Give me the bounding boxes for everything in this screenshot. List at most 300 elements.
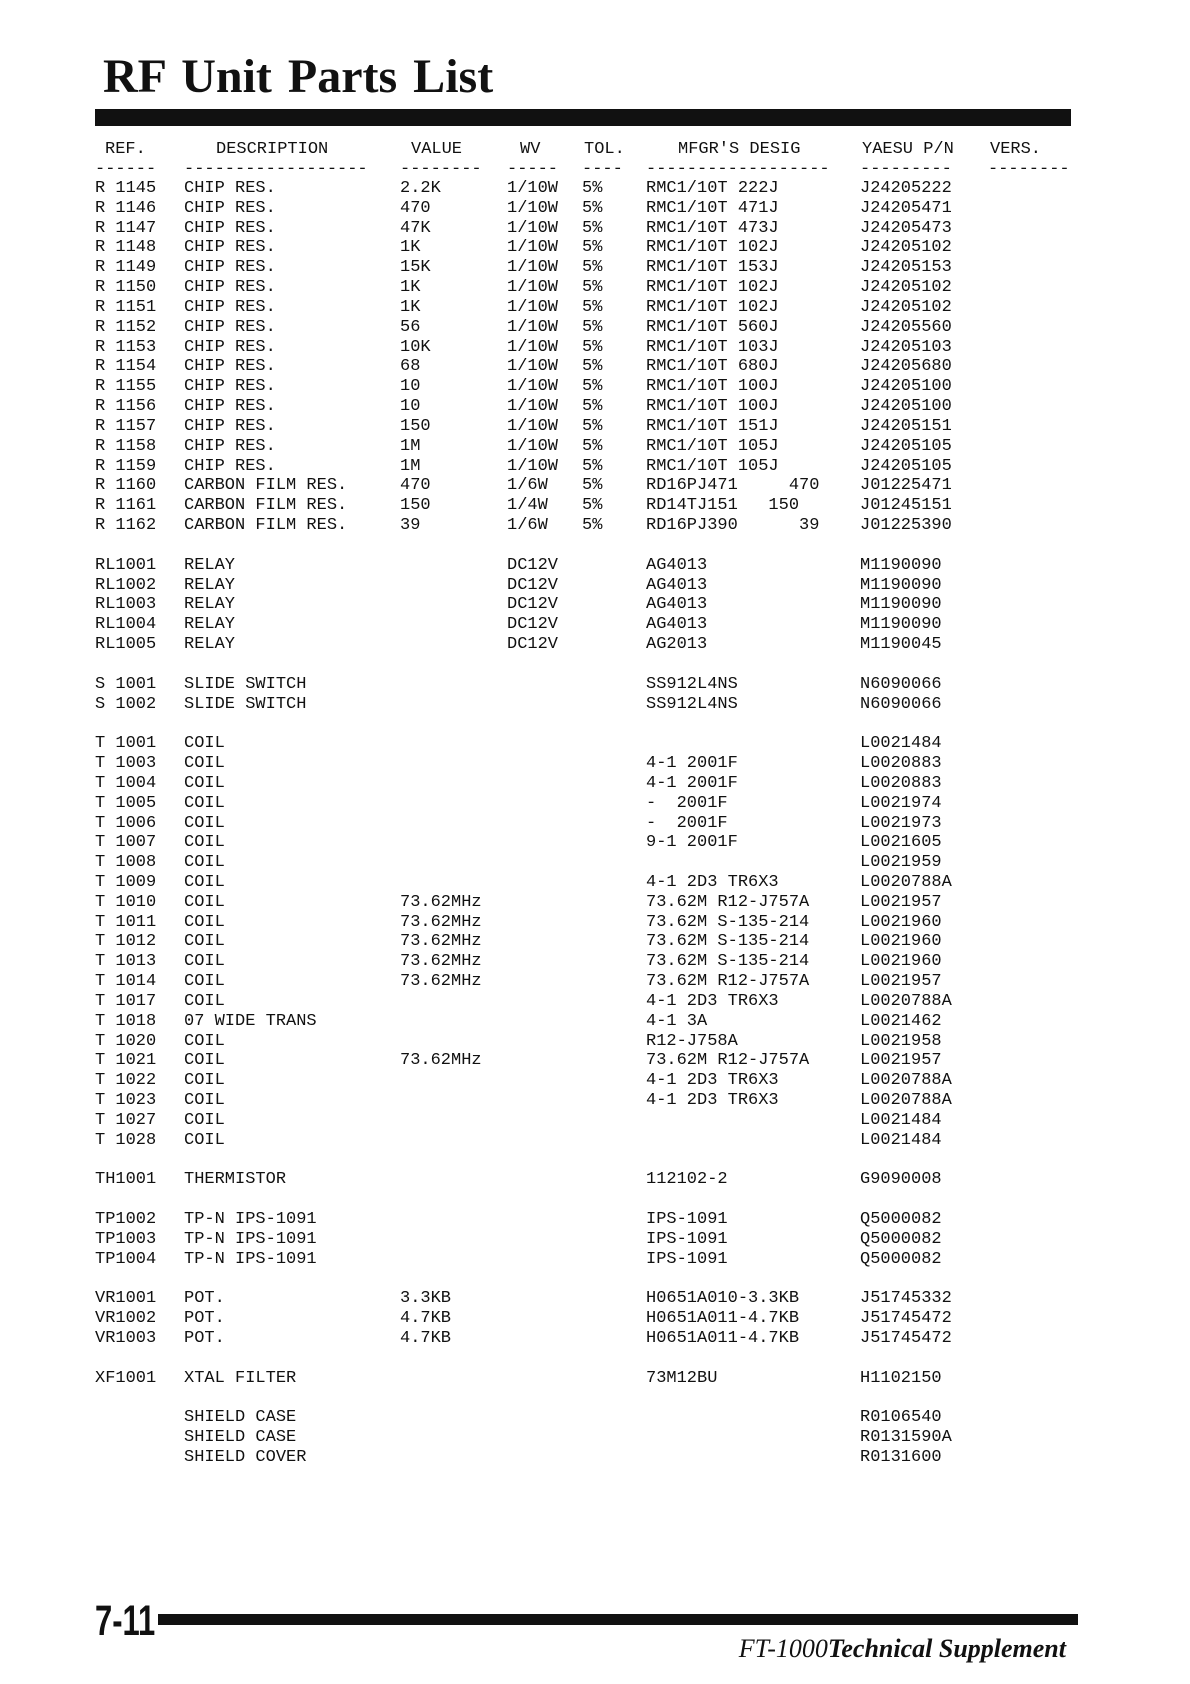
header-mfgr-desig: MFGR'S DESIG [678, 140, 801, 159]
tol-cell: 5% [582, 357, 603, 377]
ref-cell: R 1150 [95, 278, 157, 298]
mfgr-desig-cell: RMC1/10T 100J [646, 377, 779, 397]
value-cell: 47K [400, 218, 431, 238]
description-cell: SLIDE SWITCH [184, 674, 307, 694]
ref-cell: R 1151 [95, 297, 157, 317]
yaesu-pn-cell: L0021959 [860, 853, 942, 873]
parts-row [0, 932, 1190, 952]
parts-row [0, 1329, 1190, 1349]
yaesu-pn-cell: M1190090 [860, 595, 942, 615]
yaesu-pn-cell: G9090008 [860, 1170, 942, 1190]
mfgr-desig-cell: RD14TJ151 150 [646, 496, 800, 516]
yaesu-pn-cell: L0021974 [860, 793, 942, 813]
parts-row [0, 992, 1190, 1012]
description-cell: CHIP RES. [184, 416, 276, 436]
mfgr-desig-cell: RMC1/10T 471J [646, 198, 779, 218]
value-cell: 73.62MHz [400, 952, 482, 972]
yaesu-pn-cell: L0021484 [860, 734, 942, 754]
ref-cell: T 1023 [95, 1091, 157, 1111]
ref-cell: TP1002 [95, 1210, 157, 1230]
description-cell: POT. [184, 1289, 225, 1309]
ref-cell: R 1153 [95, 337, 157, 357]
page-title: RF Unit Parts List [103, 50, 494, 103]
header-tol: TOL. [584, 140, 625, 159]
mfgr-desig-cell: 4-1 2D3 TR6X3 [646, 1071, 779, 1091]
description-cell: CHIP RES. [184, 179, 276, 198]
description-cell: COIL [184, 754, 225, 774]
mfgr-desig-cell: 73M12BU [646, 1368, 718, 1388]
mfgr-desig-cell: 9-1 2001F [646, 833, 738, 853]
ref-cell: T 1018 [95, 1011, 157, 1031]
wv-cell: 1/10W [507, 357, 559, 377]
mfgr-desig-cell: - 2001F [646, 813, 728, 833]
parts-row [0, 1230, 1190, 1250]
description-cell: COIL [184, 1130, 225, 1150]
ref-cell: RL1001 [95, 555, 157, 575]
mfgr-desig-cell: IPS-1091 [646, 1229, 728, 1249]
parts-row [0, 397, 1190, 417]
yaesu-pn-cell: J01225471 [860, 476, 952, 496]
parts-row [0, 179, 1190, 199]
description-cell: SHIELD CASE [184, 1408, 297, 1428]
yaesu-pn-cell: Q5000082 [860, 1229, 942, 1249]
tol-cell: 5% [582, 297, 603, 317]
description-cell: CHIP RES. [184, 436, 276, 456]
yaesu-pn-cell: J51745332 [860, 1289, 952, 1309]
parts-row [0, 1210, 1190, 1230]
mfgr-desig-cell: RMC1/10T 102J [646, 297, 779, 317]
description-cell: RELAY [184, 595, 236, 615]
parts-row [0, 377, 1190, 397]
group-spacer [0, 1151, 1190, 1171]
parts-row [0, 913, 1190, 933]
mfgr-desig-cell: H0651A010-3.3KB [646, 1289, 800, 1309]
value-cell: 1K [400, 238, 421, 258]
yaesu-pn-cell: L0021957 [860, 1051, 942, 1071]
mfgr-desig-cell: 73.62M R12-J757A [646, 892, 810, 912]
header-value: VALUE [411, 140, 463, 159]
ref-cell: RL1003 [95, 595, 157, 615]
mfgr-desig-cell: RMC1/10T 102J [646, 278, 779, 298]
ref-cell: R 1157 [95, 416, 157, 436]
parts-row [0, 873, 1190, 893]
group-spacer [0, 1349, 1190, 1369]
rule-mfgr-desig: ------------------ [646, 160, 830, 179]
tol-cell: 5% [582, 238, 603, 258]
parts-row [0, 576, 1190, 596]
yaesu-pn-cell: Q5000082 [860, 1210, 942, 1230]
value-cell: 68 [400, 357, 421, 377]
yaesu-pn-cell: L0020788A [860, 991, 952, 1011]
value-cell: 73.62MHz [400, 932, 482, 952]
parts-row [0, 457, 1190, 477]
mfgr-desig-cell: RMC1/10T 100J [646, 397, 779, 417]
rule-ref: ------ [95, 160, 157, 179]
parts-row [0, 774, 1190, 794]
header-ref: REF. [105, 140, 146, 159]
description-cell: COIL [184, 1110, 225, 1130]
mfgr-desig-cell: AG4013 [646, 555, 708, 575]
wv-cell: 1/10W [507, 436, 559, 456]
yaesu-pn-cell: H1102150 [860, 1368, 942, 1388]
mfgr-desig-cell: - 2001F [646, 793, 728, 813]
parts-row [0, 357, 1190, 377]
yaesu-pn-cell: Q5000082 [860, 1249, 942, 1269]
ref-cell: R 1146 [95, 198, 157, 218]
ref-cell: R 1154 [95, 357, 157, 377]
mfgr-desig-cell: AG4013 [646, 575, 708, 595]
value-cell: 73.62MHz [400, 972, 482, 992]
description-cell: CHIP RES. [184, 337, 276, 357]
description-cell: CHIP RES. [184, 258, 276, 278]
ref-cell: T 1011 [95, 912, 157, 932]
yaesu-pn-cell: J24205102 [860, 297, 952, 317]
ref-cell: T 1017 [95, 991, 157, 1011]
ref-cell: RL1004 [95, 615, 157, 635]
parts-row [0, 734, 1190, 754]
ref-cell: T 1009 [95, 872, 157, 892]
ref-cell: T 1010 [95, 892, 157, 912]
mfgr-desig-cell: 4-1 2001F [646, 754, 738, 774]
parts-row [0, 1369, 1190, 1389]
tol-cell: 5% [582, 198, 603, 218]
yaesu-pn-cell: J24205100 [860, 397, 952, 417]
yaesu-pn-cell: L0021960 [860, 932, 942, 952]
tol-cell: 5% [582, 516, 603, 536]
wv-cell: 1/10W [507, 179, 559, 198]
description-cell: COIL [184, 773, 225, 793]
ref-cell: VR1002 [95, 1309, 157, 1329]
yaesu-pn-cell: J24205153 [860, 258, 952, 278]
value-cell: 470 [400, 476, 431, 496]
mfgr-desig-cell: 112102-2 [646, 1170, 728, 1190]
parts-row [0, 1091, 1190, 1111]
description-cell: SHIELD CASE [184, 1428, 297, 1448]
description-cell: COIL [184, 932, 225, 952]
mfgr-desig-cell: H0651A011-4.7KB [646, 1309, 800, 1329]
yaesu-pn-cell: L0020883 [860, 773, 942, 793]
mfgr-desig-cell: 73.62M S-135-214 [646, 912, 810, 932]
mfgr-desig-cell: RMC1/10T 153J [646, 258, 779, 278]
value-cell: 2.2K [400, 179, 441, 198]
yaesu-pn-cell: J24205100 [860, 377, 952, 397]
parts-row [0, 635, 1190, 655]
ref-cell: T 1028 [95, 1130, 157, 1150]
tol-cell: 5% [582, 218, 603, 238]
value-cell: 150 [400, 496, 431, 516]
parts-row [0, 1428, 1190, 1448]
wv-cell: DC12V [507, 595, 559, 615]
ref-cell: R 1159 [95, 456, 157, 476]
parts-row [0, 417, 1190, 437]
mfgr-desig-cell: 73.62M S-135-214 [646, 932, 810, 952]
value-cell: 1K [400, 297, 421, 317]
yaesu-pn-cell: L0021605 [860, 833, 942, 853]
parts-row [0, 1051, 1190, 1071]
ref-cell: T 1013 [95, 952, 157, 972]
rule-value: -------- [400, 160, 482, 179]
parts-row [0, 1408, 1190, 1428]
description-cell: COIL [184, 813, 225, 833]
description-cell: COIL [184, 892, 225, 912]
wv-cell: 1/6W [507, 516, 548, 536]
ref-cell: T 1007 [95, 833, 157, 853]
mfgr-desig-cell: RD16PJ471 470 [646, 476, 820, 496]
header-wv: WV [520, 140, 541, 159]
parts-row [0, 516, 1190, 536]
parts-row [0, 972, 1190, 992]
yaesu-pn-cell: N6090066 [860, 694, 942, 714]
parts-row [0, 556, 1190, 576]
document-name: Technical Supplement [827, 1634, 1066, 1663]
mfgr-desig-cell: 73.62M R12-J757A [646, 1051, 810, 1071]
yaesu-pn-cell: L0021958 [860, 1031, 942, 1051]
description-cell: THERMISTOR [184, 1170, 287, 1190]
column-headers [0, 140, 1190, 160]
yaesu-pn-cell: L0021957 [860, 972, 942, 992]
wv-cell: 1/10W [507, 278, 559, 298]
parts-row [0, 1250, 1190, 1270]
ref-cell: T 1021 [95, 1051, 157, 1071]
description-cell: COIL [184, 853, 225, 873]
description-cell: XTAL FILTER [184, 1368, 297, 1388]
yaesu-pn-cell: M1190090 [860, 555, 942, 575]
ref-cell: XF1001 [95, 1368, 157, 1388]
header-vers: VERS. [990, 140, 1042, 159]
ref-cell: R 1148 [95, 238, 157, 258]
ref-cell: TH1001 [95, 1170, 157, 1190]
parts-row [0, 1012, 1190, 1032]
value-cell: 73.62MHz [400, 912, 482, 932]
ref-cell: RL1002 [95, 575, 157, 595]
tol-cell: 5% [582, 179, 603, 198]
parts-row [0, 754, 1190, 774]
description-cell: CHIP RES. [184, 278, 276, 298]
yaesu-pn-cell: L0021957 [860, 892, 942, 912]
value-cell: 4.7KB [400, 1329, 452, 1349]
yaesu-pn-cell: L0021973 [860, 813, 942, 833]
mfgr-desig-cell: RMC1/10T 560J [646, 317, 779, 337]
yaesu-pn-cell: J24205151 [860, 416, 952, 436]
group-spacer [0, 536, 1190, 556]
description-cell: COIL [184, 972, 225, 992]
mfgr-desig-cell: AG2013 [646, 635, 708, 655]
parts-row [0, 1071, 1190, 1091]
value-cell: 150 [400, 416, 431, 436]
value-cell: 1M [400, 456, 421, 476]
ref-cell: R 1152 [95, 317, 157, 337]
ref-cell: T 1014 [95, 972, 157, 992]
description-cell: COIL [184, 912, 225, 932]
description-cell: COIL [184, 1031, 225, 1051]
parts-row [0, 318, 1190, 338]
value-cell: 15K [400, 258, 431, 278]
ref-cell: T 1027 [95, 1110, 157, 1130]
yaesu-pn-cell: R0131600 [860, 1448, 942, 1467]
wv-cell: DC12V [507, 635, 559, 655]
column-rules [0, 160, 1190, 180]
description-cell: RELAY [184, 635, 236, 655]
ref-cell: T 1003 [95, 754, 157, 774]
wv-cell: 1/10W [507, 258, 559, 278]
mfgr-desig-cell: RMC1/10T 102J [646, 238, 779, 258]
description-cell: COIL [184, 1071, 225, 1091]
ref-cell: T 1012 [95, 932, 157, 952]
document-title [739, 1636, 1066, 1662]
description-cell: CHIP RES. [184, 198, 276, 218]
ref-cell: R 1160 [95, 476, 157, 496]
parts-row [0, 1448, 1190, 1468]
mfgr-desig-cell: AG4013 [646, 595, 708, 615]
yaesu-pn-cell: L0021462 [860, 1011, 942, 1031]
parts-row [0, 476, 1190, 496]
parts-row [0, 615, 1190, 635]
mfgr-desig-cell: 4-1 2D3 TR6X3 [646, 872, 779, 892]
description-cell: CHIP RES. [184, 357, 276, 377]
mfgr-desig-cell: RMC1/10T 105J [646, 436, 779, 456]
ref-cell: T 1004 [95, 773, 157, 793]
yaesu-pn-cell: L0021960 [860, 952, 942, 972]
document-model: FT-1000 [738, 1634, 828, 1663]
yaesu-pn-cell: J24205102 [860, 278, 952, 298]
wv-cell: 1/10W [507, 198, 559, 218]
description-cell: CHIP RES. [184, 377, 276, 397]
description-cell: COIL [184, 793, 225, 813]
mfgr-desig-cell: IPS-1091 [646, 1249, 728, 1269]
description-cell: SLIDE SWITCH [184, 694, 307, 714]
value-cell: 73.62MHz [400, 1051, 482, 1071]
yaesu-pn-cell: L0021484 [860, 1110, 942, 1130]
value-cell: 73.62MHz [400, 892, 482, 912]
yaesu-pn-cell: J51745472 [860, 1329, 952, 1349]
group-spacer [0, 655, 1190, 675]
yaesu-pn-cell: J51745472 [860, 1309, 952, 1329]
description-cell: COIL [184, 734, 225, 754]
mfgr-desig-cell: RMC1/10T 105J [646, 456, 779, 476]
parts-row [0, 695, 1190, 715]
ref-cell: R 1156 [95, 397, 157, 417]
parts-row [0, 1032, 1190, 1052]
mfgr-desig-cell: RMC1/10T 680J [646, 357, 779, 377]
value-cell: 1K [400, 278, 421, 298]
yaesu-pn-cell: J24205680 [860, 357, 952, 377]
parts-row [0, 893, 1190, 913]
yaesu-pn-cell: L0020788A [860, 1091, 952, 1111]
group-spacer [0, 714, 1190, 734]
description-cell: CHIP RES. [184, 456, 276, 476]
value-cell: 470 [400, 198, 431, 218]
wv-cell: 1/10W [507, 218, 559, 238]
parts-row [0, 675, 1190, 695]
wv-cell: DC12V [507, 555, 559, 575]
mfgr-desig-cell: 4-1 3A [646, 1011, 708, 1031]
description-cell: CHIP RES. [184, 397, 276, 417]
group-spacer [0, 1270, 1190, 1290]
group-spacer [0, 1389, 1190, 1409]
rule-description: ------------------ [184, 160, 368, 179]
rule-wv: ----- [507, 160, 559, 179]
description-cell: COIL [184, 991, 225, 1011]
yaesu-pn-cell: J01245151 [860, 496, 952, 516]
description-cell: COIL [184, 1091, 225, 1111]
parts-row [0, 258, 1190, 278]
yaesu-pn-cell: J01225390 [860, 516, 952, 536]
parts-row [0, 238, 1190, 258]
header-yaesu-pn: YAESU P/N [862, 140, 954, 159]
description-cell: CHIP RES. [184, 238, 276, 258]
mfgr-desig-cell: 73.62M S-135-214 [646, 952, 810, 972]
parts-row [0, 853, 1190, 873]
mfgr-desig-cell: 73.62M R12-J757A [646, 972, 810, 992]
rule-tol: ---- [582, 160, 623, 179]
ref-cell: R 1147 [95, 218, 157, 238]
parts-row [0, 219, 1190, 239]
mfgr-desig-cell: H0651A011-4.7KB [646, 1329, 800, 1349]
yaesu-pn-cell: M1190090 [860, 575, 942, 595]
description-cell: CHIP RES. [184, 317, 276, 337]
description-cell: COIL [184, 833, 225, 853]
mfgr-desig-cell: R12-J758A [646, 1031, 738, 1051]
ref-cell: T 1022 [95, 1071, 157, 1091]
parts-row [0, 496, 1190, 516]
value-cell: 1M [400, 436, 421, 456]
wv-cell: 1/10W [507, 238, 559, 258]
description-cell: TP-N IPS-1091 [184, 1210, 317, 1230]
yaesu-pn-cell: J24205222 [860, 179, 952, 198]
description-cell: POT. [184, 1309, 225, 1329]
wv-cell: 1/10W [507, 397, 559, 417]
yaesu-pn-cell: L0021484 [860, 1130, 942, 1150]
parts-row [0, 595, 1190, 615]
yaesu-pn-cell: L0020883 [860, 754, 942, 774]
description-cell: CHIP RES. [184, 218, 276, 238]
mfgr-desig-cell: RD16PJ390 39 [646, 516, 820, 536]
ref-cell: T 1006 [95, 813, 157, 833]
value-cell: 3.3KB [400, 1289, 452, 1309]
yaesu-pn-cell: L0021960 [860, 912, 942, 932]
description-cell: POT. [184, 1329, 225, 1349]
description-cell: COIL [184, 872, 225, 892]
description-cell: CARBON FILM RES. [184, 476, 348, 496]
parts-row [0, 1131, 1190, 1151]
group-spacer [0, 1190, 1190, 1210]
ref-cell: R 1161 [95, 496, 157, 516]
parts-row [0, 278, 1190, 298]
yaesu-pn-cell: J24205471 [860, 198, 952, 218]
value-cell: 10 [400, 397, 421, 417]
wv-cell: 1/10W [507, 317, 559, 337]
parts-row [0, 298, 1190, 318]
parts-row [0, 1170, 1190, 1190]
ref-cell: R 1145 [95, 179, 157, 198]
ref-cell: T 1020 [95, 1031, 157, 1051]
ref-cell: RL1005 [95, 635, 157, 655]
ref-cell: VR1003 [95, 1329, 157, 1349]
footer-divider-bar [158, 1614, 1078, 1625]
mfgr-desig-cell: 4-1 2D3 TR6X3 [646, 1091, 779, 1111]
description-cell: TP-N IPS-1091 [184, 1229, 317, 1249]
page-number: 7-11 [95, 1597, 156, 1645]
tol-cell: 5% [582, 317, 603, 337]
parts-row [0, 437, 1190, 457]
value-cell: 4.7KB [400, 1309, 452, 1329]
tol-cell: 5% [582, 377, 603, 397]
value-cell: 39 [400, 516, 421, 536]
rule-vers: -------- [988, 160, 1070, 179]
description-cell: TP-N IPS-1091 [184, 1249, 317, 1269]
wv-cell: DC12V [507, 575, 559, 595]
yaesu-pn-cell: R0106540 [860, 1408, 942, 1428]
